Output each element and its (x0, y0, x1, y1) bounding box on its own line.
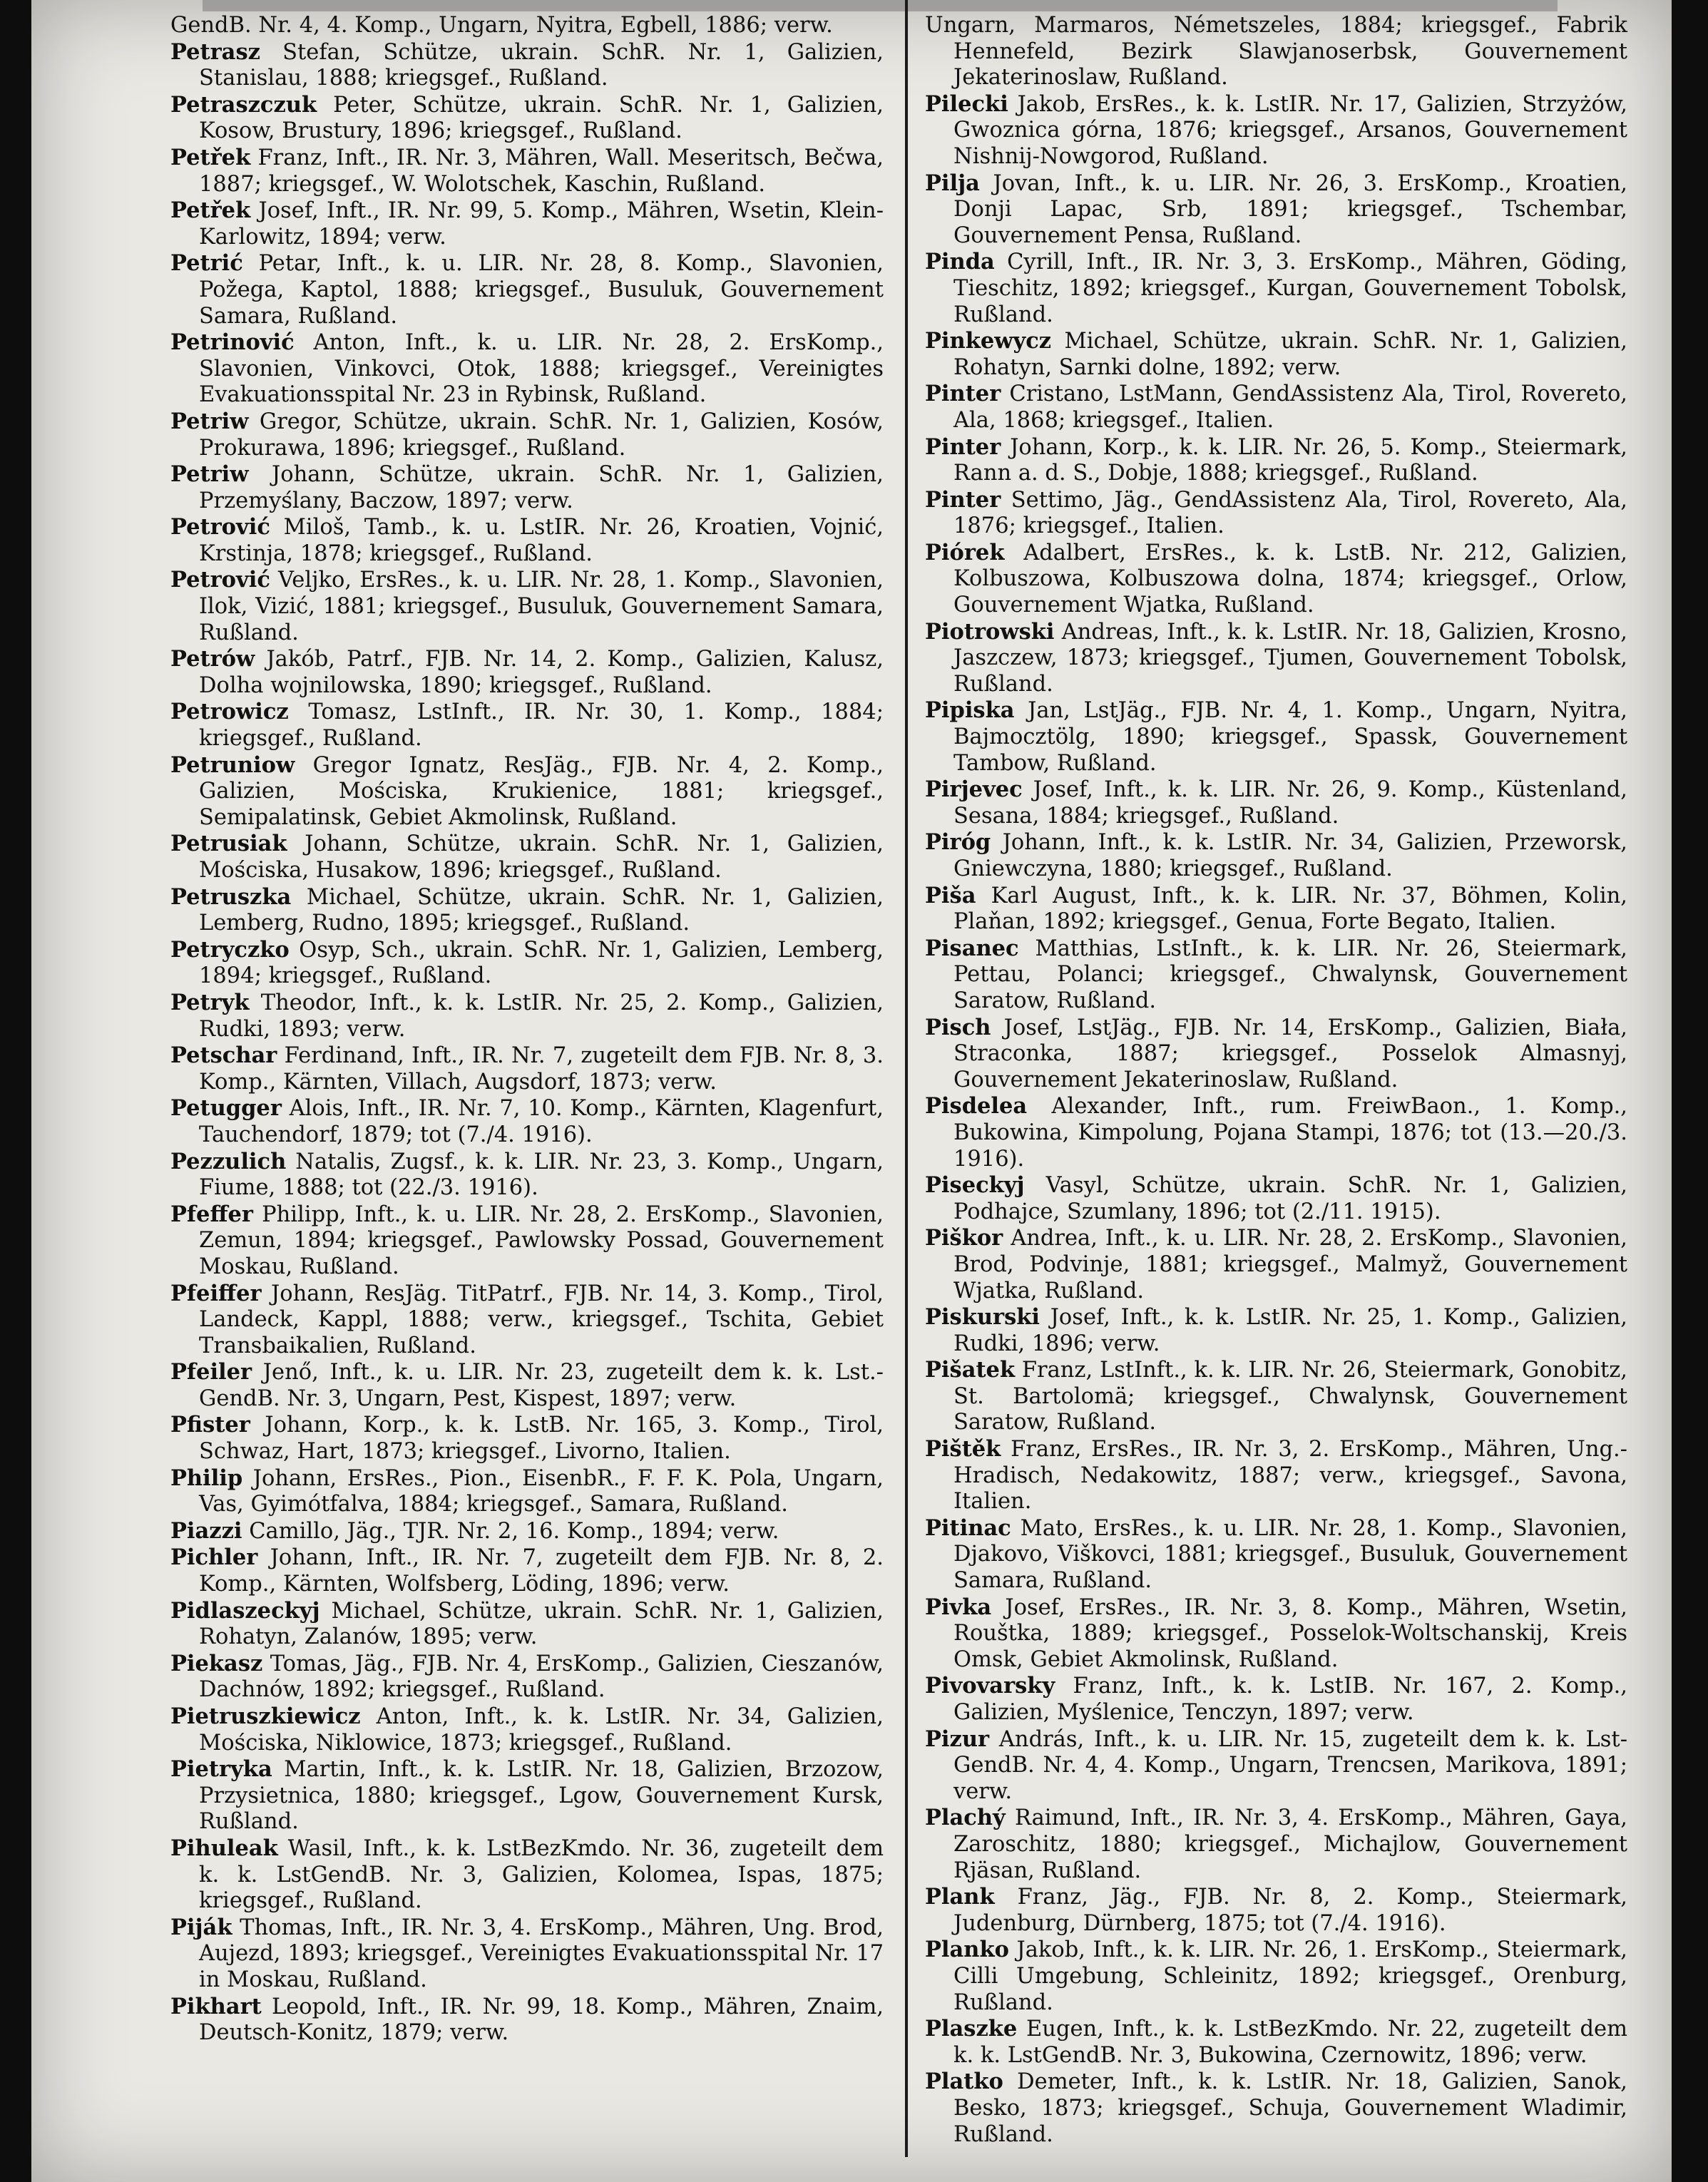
list-item: Pietruszkiewicz Anton, Inft., k. k. LstIR. Nr. 34, Galizien, Mościska, Niklowice, 1873; kriegsgef., Rußland. (170, 1704, 884, 1756)
list-item: GendB. Nr. 4, 4. Komp., Ungarn, Nyitra, Egbell, 1886; verw. (170, 13, 833, 38)
list-item: Petriw Gregor, Schütze, ukrain. SchR. Nr. 1, Galizien, Kosów, Prokurawa, 1896; kriegsgef., Rußland. (170, 408, 884, 461)
entry-surname: Pizur (925, 1726, 990, 1752)
list-item: Pietryka Martin, Inft., k. k. LstIR. Nr. 18, Galizien, Brzozow, Przysietnica, 1880; kriegsgef., Lgow, Gouvernement Kursk, Rußland. (170, 1756, 884, 1835)
list-item: Petryk Theodor, Inft., k. k. LstIR. Nr. 25, 2. Komp., Galizien, Rudki, 1893; verw. (170, 989, 884, 1042)
list-item: Piskurski Josef, Inft., k. k. LstIR. Nr. 25, 1. Komp., Galizien, Rudki, 1896; verw. (925, 1304, 1627, 1356)
entry-surname: Petřek (170, 198, 251, 224)
list-item: Petrić Petar, Inft., k. u. LIR. Nr. 28, 8. Komp., Slavonien, Požega, Kaptol, 1888; kriegsgef., Busuluk, Gouvernement Samara, Rußland. (170, 250, 884, 329)
entry-surname: Pfeiler (170, 1359, 252, 1385)
list-item: Pikhart Leopold, Inft., IR. Nr. 99, 18. Komp., Mähren, Znaim, Deutsch-Konitz, 1879; verw. (170, 1993, 884, 2046)
entry-surname: Pištěk (925, 1436, 1001, 1463)
entry-surname: Pivovarsky (925, 1673, 1055, 1699)
list-item: Pilecki Jakob, ErsRes., k. k. LstIR. Nr. 17, Galizien, Strzyżów, Gwoznica górna, 1876; kriegsgef., Arsanos, Gouvernement Nishnij-Nowgorod, Rußland. (925, 91, 1627, 169)
entry-surname: Petugger (170, 1095, 282, 1122)
list-item: Platko Demeter, Inft., k. k. LstIR. Nr. 18, Galizien, Sanok, Besko, 1873; kriegsgef., Schuja, Gouvernement Wladimir, Rußland. (925, 2069, 1627, 2147)
entry-surname: Petriw (170, 461, 249, 488)
list-item: Planko Jakob, Inft., k. k. LIR. Nr. 26, 1. ErsKomp., Steiermark, Cilli Umgebung, Schleinitz, 1892; kriegsgef., Orenburg, Rußland. (925, 1937, 1627, 2015)
entry-surname: Petřek (170, 144, 251, 170)
list-item: Pišatek Franz, LstInft., k. k. LIR. Nr. 26, Steiermark, Gonobitz, St. Bartolomä; kriegsgef., Chwalynsk, Gouvernement Saratow, Rußland. (925, 1357, 1627, 1435)
entry-surname: Pisdelea (925, 1093, 1028, 1120)
entry-surname: Petschar (170, 1043, 277, 1069)
entry-surname: Piseckyj (925, 1172, 1025, 1199)
entry-surname: Pisch (925, 1014, 991, 1040)
list-item: Piják Thomas, Inft., IR. Nr. 3, 4. ErsKomp., Mähren, Ung. Brod, Aujezd, 1893; kriegsgef., Vereinigtes Evakuationsspital Nr. 17 in Moskau, Rußland. (170, 1914, 884, 1992)
cropped-header-line (203, 0, 1558, 11)
list-item: Piekasz Tomas, Jäg., FJB. Nr. 4, ErsKomp., Galizien, Cieszanów, Dachnów, 1892; kriegsgef., Rußland. (170, 1650, 884, 1703)
list-item: Petriw Johann, Schütze, ukrain. SchR. Nr. 1, Galizien, Przemyślany, Baczow, 1897; verw. (170, 461, 884, 513)
list-item: Petřek Josef, Inft., IR. Nr. 99, 5. Komp., Mähren, Wsetin, Klein-Karlowitz, 1894; verw. (170, 198, 884, 250)
list-item: Pinter Johann, Korp., k. k. LIR. Nr. 26, 5. Komp., Steiermark, Rann a. d. S., Dobje, 1888; kriegsgef., Rußland. (925, 434, 1627, 486)
entry-surname: Pinkewycz (925, 328, 1052, 354)
entry-surname: Piškor (925, 1225, 1003, 1251)
entry-surname: Pipiska (925, 697, 1015, 724)
entry-surname: Pivka (925, 1594, 992, 1620)
entry-surname: Piša (925, 882, 976, 908)
list-item: Petrusiak Johann, Schütze, ukrain. SchR. Nr. 1, Galizien, Mościska, Husakow, 1896; kriegsgef., Rußland. (170, 831, 884, 883)
entry-surname: Pikhart (170, 1993, 262, 2019)
list-item: Pilja Jovan, Inft., k. u. LIR. Nr. 26, 3. ErsKomp., Kroatien, Donji Lapac, Srb, 1891; kriegsgef., Tschembar, Gouvernement Pensa, Rußland. (925, 170, 1627, 248)
entry-surname: Pitinac (925, 1515, 1011, 1541)
list-item: Pipiska Jan, LstJäg., FJB. Nr. 4, 1. Komp., Ungarn, Nyitra, Bajmocztölg, 1890; kriegsgef., Spassk, Gouvernement Tambow, Rußland. (925, 697, 1627, 776)
list-item: Philip Johann, ErsRes., Pion., EisenbR., F. F. K. Pola, Ungarn, Vas, Gyimótfalva, 1884; kriegsgef., Samara, Rußland. (170, 1465, 884, 1517)
entry-surname: Plaszke (925, 2016, 1018, 2042)
entry-surname: Pinter (925, 486, 1001, 513)
list-item: Piazzi Camillo, Jäg., TJR. Nr. 2, 16. Komp., 1894; verw. (170, 1517, 779, 1544)
entry-surname: Pinda (925, 249, 995, 275)
list-item: Pinter Cristano, LstMann, GendAssistenz Ala, Tirol, Rovereto, Ala, 1868; kriegsgef., Italien. (925, 381, 1627, 433)
entry-surname: Philip (170, 1465, 243, 1491)
entry-surname: Piazzi (170, 1517, 242, 1544)
page-sheet (31, 0, 1672, 2182)
list-item: Petrasz Stefan, Schütze, ukrain. SchR. Nr. 1, Galizien, Stanislau, 1888; kriegsgef., Rußland. (170, 39, 884, 91)
entry-surname: Platko (925, 2069, 1003, 2095)
entry-surname: Pfeiffer (170, 1280, 262, 1306)
list-item: Petrowicz Tomasz, LstInft., IR. Nr. 30, 1. Komp., 1884; kriegsgef., Rußland. (170, 699, 884, 752)
list-item: Pihuleak Wasil, Inft., k. k. LstBezKmdo. Nr. 36, zugeteilt dem k. k. LstGendB. Nr. 3, Galizien, Kolomea, Ispas, 1875; kriegsgef., Rußland. (170, 1835, 884, 1914)
list-item: Pinkewycz Michael, Schütze, ukrain. SchR. Nr. 1, Galizien, Rohatyn, Sarnki dolne, 1892; verw. (925, 328, 1627, 380)
entry-surname: Pilecki (925, 91, 1008, 117)
entry-surname: Pisanec (925, 935, 1019, 961)
entry-surname: Piekasz (170, 1650, 263, 1676)
entry-surname: Petruszka (170, 883, 292, 910)
list-item: Piórek Adalbert, ErsRes., k. k. LstB. Nr. 212, Galizien, Kolbuszowa, Kolbuszowa dolna, 1874; kriegsgef., Orlow, Gouvernement Wjatka, Rußland. (925, 539, 1627, 618)
entry-surname: Piskurski (925, 1304, 1040, 1331)
entry-surname: Pfeffer (170, 1201, 253, 1227)
list-item: Pfister Johann, Korp., k. k. LstB. Nr. 165, 3. Komp., Tirol, Schwaz, Hart, 1873; kriegsgef., Livorno, Italien. (170, 1412, 884, 1465)
entry-surname: Petryk (170, 989, 250, 1015)
list-item: Pirjevec Josef, Inft., k. k. LIR. Nr. 26, 9. Komp., Küstenland, Sesana, 1884; kriegsgef., Rußland. (925, 777, 1627, 829)
list-item: Pivka Josef, ErsRes., IR. Nr. 3, 8. Komp., Mähren, Wsetin, Rouštka, 1889; kriegsgef., Posselok-Woltschanskij, Kreis Omsk, Gebiet Akmolinsk, Rußland. (925, 1594, 1627, 1672)
entry-surname: Pinter (925, 381, 1001, 407)
entry-surname: Piják (170, 1914, 232, 1940)
right-column (925, 13, 1627, 2148)
list-item: Petruniow Gregor Ignatz, ResJäg., FJB. Nr. 4, 2. Komp., Galizien, Mościska, Krukienice, 1881; kriegsgef., Semipalatinsk, Gebiet Akmolinsk, Rußland. (170, 752, 884, 830)
entry-surname: Pidlaszeckyj (170, 1597, 320, 1624)
list-item: Piseckyj Vasyl, Schütze, ukrain. SchR. Nr. 1, Galizien, Podhajce, Szumlany, 1896; tot (2./11. 1915). (925, 1172, 1627, 1224)
entry-surname: Petraszczuk (170, 91, 317, 118)
entry-surname: Pichler (170, 1545, 258, 1571)
entry-surname: Petrović (170, 514, 270, 541)
entry-surname: Piórek (925, 539, 1005, 565)
list-item: Petřek Franz, Inft., IR. Nr. 3, Mähren, Wall. Meseritsch, Bečwa, 1887; kriegsgef., W. Wolotschek, Kaschin, Rußland. (170, 144, 884, 197)
list-item: Pisdelea Alexander, Inft., rum. FreiwBaon., 1. Komp., Bukowina, Kimpolung, Pojana Stampi, 1876; tot (13.—20./3. 1916). (925, 1093, 1627, 1172)
list-item: Petrović Veljko, ErsRes., k. u. LIR. Nr. 28, 1. Komp., Slavonien, Ilok, Vizić, 1881; kriegsgef., Busuluk, Gouvernement Samara, Rußland. (170, 567, 884, 645)
list-item: Pizur András, Inft., k. u. LIR. Nr. 15, zugeteilt dem k. k. Lst-GendB. Nr. 4, 4. Komp., Ungarn, Trencsen, Marikova, 1891; verw. (925, 1726, 1627, 1804)
entry-surname: Pirjevec (925, 777, 1023, 803)
entry-surname: Petryczko (170, 936, 290, 963)
list-item: Pfeiffer Johann, ResJäg. TitPatrf., FJB. Nr. 14, 3. Komp., Tirol, Landeck, Kappl, 1888; verw., kriegsgef., Tschita, Gebiet Transbaikalien, Rußland. (170, 1280, 884, 1358)
list-item: Pitinac Mato, ErsRes., k. u. LIR. Nr. 28, 1. Komp., Slavonien, Djakovo, Viškovci, 1881; kriegsgef., Busuluk, Gouvernement Samara, Rußland. (925, 1515, 1627, 1594)
entry-surname: Planko (925, 1937, 1009, 1963)
list-item: Piotrowski Andreas, Inft., k. k. LstIR. Nr. 18, Galizien, Krosno, Jaszczew, 1873; kriegsgef., Tjumen, Gouvernement Tobolsk, Rußland. (925, 618, 1627, 697)
entry-surname: Petriw (170, 408, 249, 434)
entry-surname: Pfister (170, 1412, 250, 1438)
entry-surname: Petrów (170, 646, 255, 672)
entry-surname: Pihuleak (170, 1835, 278, 1861)
left-column (170, 13, 884, 2047)
column-divider (905, 0, 908, 2157)
entry-surname: Pilja (925, 170, 980, 196)
list-item: Piróg Johann, Inft., k. k. LstIR. Nr. 34, Galizien, Przeworsk, Gniewczyna, 1880; kriegsgef., Rußland. (925, 829, 1627, 881)
list-item: Pfeffer Philipp, Inft., k. u. LIR. Nr. 28, 2. ErsKomp., Slavonien, Zemun, 1894; kriegsgef., Pawlowsky Possad, Gouvernement Moskau, Rußland. (170, 1201, 884, 1279)
entry-surname: Petrusiak (170, 831, 287, 857)
list-item: Piša Karl August, Inft., k. k. LIR. Nr. 37, Böhmen, Kolin, Plaňan, 1892; kriegsgef., Genua, Forte Begato, Italien. (925, 882, 1627, 935)
entry-surname: Pietruszkiewicz (170, 1704, 361, 1729)
list-item: Petrinović Anton, Inft., k. u. LIR. Nr. 28, 2. ErsKomp., Slavonien, Vinkovci, Otok, 1888; kriegsgef., Vereinigtes Evakuationsspital Nr. 23 in Rybinsk, Rußland. (170, 329, 884, 408)
list-item: Petschar Ferdinand, Inft., IR. Nr. 7, zugeteilt dem FJB. Nr. 8, 3. Komp., Kärnten, Villach, Augsdorf, 1873; verw. (170, 1043, 884, 1095)
entry-surname: Petruniow (170, 752, 295, 778)
list-item: Petruszka Michael, Schütze, ukrain. SchR. Nr. 1, Galizien, Lemberg, Rudno, 1895; kriegsgef., Rußland. (170, 883, 884, 936)
list-item: Pinda Cyrill, Inft., IR. Nr. 3, 3. ErsKomp., Mähren, Göding, Tieschitz, 1892; kriegsgef., Kurgan, Gouvernement Tobolsk, Rußland. (925, 249, 1627, 327)
entry-surname: Piotrowski (925, 618, 1055, 645)
list-item: Pezzulich Natalis, Zugsf., k. k. LIR. Nr. 23, 3. Komp., Ungarn, Fiume, 1888; tot (22./3. 1916). (170, 1148, 884, 1201)
entry-surname: Pezzulich (170, 1148, 287, 1174)
entry-surname: Petrović (170, 567, 270, 593)
list-item: Pisanec Matthias, LstInft., k. k. LIR. Nr. 26, Steiermark, Pettau, Polanci; kriegsgef., Chwalynsk, Gouvernement Saratow, Rußland. (925, 935, 1627, 1013)
entry-surname: Petrasz (170, 39, 260, 65)
entry-surname: Pišatek (925, 1357, 1016, 1383)
list-item: Pfeiler Jenő, Inft., k. u. LIR. Nr. 23, zugeteilt dem k. k. Lst.-GendB. Nr. 3, Ungarn, Pest, Kispest, 1897; verw. (170, 1359, 884, 1411)
list-item: Ungarn, Marmaros, Németszeles, 1884; kriegsgef., Fabrik Hennefeld, Bezirk Slawjanoserbsk, Gouvernement Jekaterinoslaw, Rußland. (925, 13, 1627, 91)
list-item: Pištěk Franz, ErsRes., IR. Nr. 3, 2. ErsKomp., Mähren, Ung.-Hradisch, Nedakowitz, 1887; verw., kriegsgef., Savona, Italien. (925, 1436, 1627, 1515)
list-item: Pinter Settimo, Jäg., GendAssistenz Ala, Tirol, Rovereto, Ala, 1876; kriegsgef., Italien. (925, 486, 1627, 539)
list-item: Petraszczuk Peter, Schütze, ukrain. SchR. Nr. 1, Galizien, Kosow, Brustury, 1896; kriegsgef., Rußland. (170, 91, 884, 144)
entry-surname: Plachý (925, 1805, 1006, 1831)
list-item: Pisch Josef, LstJäg., FJB. Nr. 14, ErsKomp., Galizien, Biała, Straconka, 1887; kriegsgef., Posselok Almasnyj, Gouvernement Jekaterinoslaw, Rußland. (925, 1014, 1627, 1092)
entry-surname: Petrinović (170, 329, 295, 356)
list-item: Petryczko Osyp, Sch., ukrain. SchR. Nr. 1, Galizien, Lemberg, 1894; kriegsgef., Rußland. (170, 936, 884, 989)
entry-surname: Pinter (925, 434, 1001, 460)
list-item: Pivovarsky Franz, Inft., k. k. LstIB. Nr. 167, 2. Komp., Galizien, Myślenice, Tenczyn, 1897; verw. (925, 1673, 1627, 1725)
list-item: Plaszke Eugen, Inft., k. k. LstBezKmdo. Nr. 22, zugeteilt dem k. k. LstGendB. Nr. 3, Bukowina, Czernowitz, 1896; verw. (925, 2016, 1627, 2068)
list-item: Piškor Andrea, Inft., k. u. LIR. Nr. 28, 2. ErsKomp., Slavonien, Brod, Podvinje, 1881; kriegsgef., Malmyž, Gouvernement Wjatka, Rußland. (925, 1225, 1627, 1303)
list-item: Petrów Jakób, Patrf., FJB. Nr. 14, 2. Komp., Galizien, Kalusz, Dolha wojnilowska, 1890; kriegsgef., Rußland. (170, 646, 884, 698)
list-item: Plank Franz, Jäg., FJB. Nr. 8, 2. Komp., Steiermark, Judenburg, Dürnberg, 1875; tot (7./4. 1916). (925, 1884, 1627, 1936)
list-item: Plachý Raimund, Inft., IR. Nr. 3, 4. ErsKomp., Mähren, Gaya, Zaroschitz, 1880; kriegsgef., Michajlow, Gouvernement Rjäsan, Rußland. (925, 1805, 1627, 1883)
list-item: Petugger Alois, Inft., IR. Nr. 7, 10. Komp., Kärnten, Klagenfurt, Tauchendorf, 1879; tot (7./4. 1916). (170, 1095, 884, 1147)
entry-surname: Piróg (925, 829, 991, 856)
entry-surname: Petrowicz (170, 699, 289, 725)
list-item: Petrović Miloš, Tamb., k. u. LstIR. Nr. 26, Kroatien, Vojnić, Krstinja, 1878; kriegsgef., Rußland. (170, 514, 884, 566)
entry-surname: Petrić (170, 250, 243, 277)
list-item: Pichler Johann, Inft., IR. Nr. 7, zugeteilt dem FJB. Nr. 8, 2. Komp., Kärnten, Wolfsberg, Löding, 1896; verw. (170, 1545, 884, 1597)
entry-surname: Pietryka (170, 1756, 272, 1783)
entry-surname: Plank (925, 1884, 995, 1910)
list-item: Pidlaszeckyj Michael, Schütze, ukrain. SchR. Nr. 1, Galizien, Rohatyn, Zalanów, 1895; verw. (170, 1597, 884, 1650)
